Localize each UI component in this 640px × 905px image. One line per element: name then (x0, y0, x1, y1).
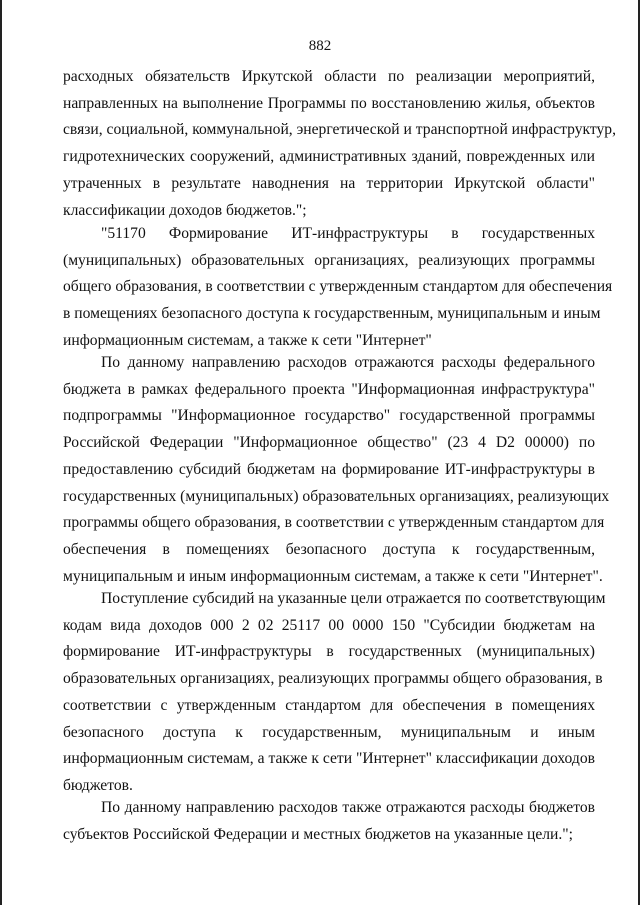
text-line: программы общего образования, в соответствии с утвержденным стандартом для (63, 514, 605, 532)
text-line: Российской Федерации "Информационное общество" (23 4 D2 00000) по (63, 434, 595, 452)
text-line: направленных на выполнение Программы по восстановлению жилья, объектов (63, 94, 595, 112)
text-line: общего образования, в соответствии с утвержденным стандартом для обеспечения (63, 278, 613, 296)
text-line: информационным системам, а также к сети "Интернет" (63, 331, 432, 349)
text-line: (муниципальных) образовательных организациях, реализующих программы (63, 251, 595, 269)
paragraph-continuation (63, 64, 616, 224)
page-border-left (0, 0, 2, 905)
text-line: "51170 Формирование ИТ-инфраструктуры в государственных (101, 225, 595, 242)
text-line: бюджетов. (63, 776, 133, 794)
text-line: По данному направлению расходов отражаются расходы федерального (101, 354, 595, 371)
text-line: безопасного доступа к государственным, муниципальным и иным (63, 723, 595, 741)
text-line: Поступление субсидий на указанные цели отражается по соответствующим (101, 590, 606, 607)
text-line: расходных обязательств Иркутской области по реализации мероприятий, (63, 68, 595, 85)
text-line: соответствии с утвержденным стандартом для обеспечения в помещениях (63, 696, 595, 714)
text-line: утраченных в результате наводнения на территории Иркутской области" (63, 174, 595, 192)
text-line: связи, социальной, коммунальной, энергетической и транспортной инфраструктур, (63, 121, 616, 139)
paragraph-regional-budgets (63, 795, 595, 848)
text-line: подпрограммы "Информационное государство" государственной программы (63, 407, 595, 425)
text-line: государственных (муниципальных) образовательных организациях, реализующих (63, 487, 610, 505)
text-line: кодам вида доходов 000 2 02 25117 00 0000 150 "Субсидии бюджетам на (63, 616, 595, 634)
text-line: обеспечения в помещениях безопасного доступа к государственным, (63, 540, 595, 558)
text-line: муниципальным и иным информационным системам, а также к сети "Интернет". (63, 567, 603, 585)
text-line: классификации доходов бюджетов."; (63, 201, 307, 219)
paragraph-subsidies-income (63, 586, 606, 800)
text-line: формирование ИТ-инфраструктуры в государственных (муниципальных) (63, 643, 595, 661)
text-line: субъектов Российской Федерации и местных бюджетов на указанные цели."; (63, 825, 574, 843)
text-line: По данному направлению расходов также отражаются расходы бюджетов (101, 799, 595, 816)
text-line: бюджета в рамках федерального проекта "Информационная инфраструктура" (63, 380, 595, 398)
text-line: информационным системам, а также к сети "Интернет" классификации доходов (63, 750, 595, 768)
paragraph-expenses-description (63, 350, 610, 590)
page-number: 882 (308, 38, 332, 54)
text-line: образовательных организациях, реализующих программы общего образования, в (63, 670, 603, 688)
text-line: предоставлению субсидий бюджетам на формирование ИТ-инфраструктуры в (63, 460, 595, 478)
text-line: гидротехнических сооружений, административных зданий, поврежденных или (63, 148, 595, 166)
paragraph-code-51170 (63, 221, 613, 355)
text-line: в помещениях безопасного доступа к государственным, муниципальным и иным (63, 305, 601, 323)
